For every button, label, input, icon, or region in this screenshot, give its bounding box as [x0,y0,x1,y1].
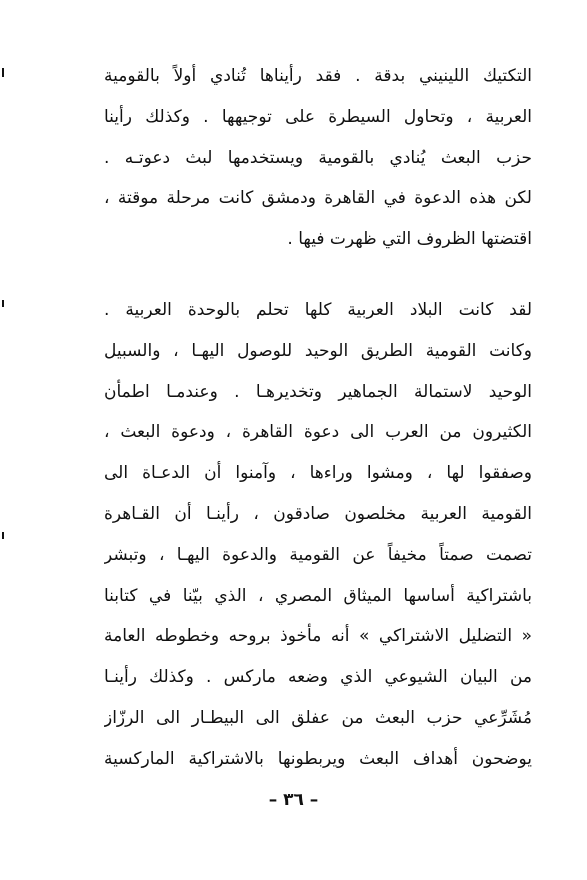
text-line: التكتيك اللينيني بدقة . فقد رأيناها تُنادي أولاً بالقومية [104,66,532,86]
scan-margin-mark [2,532,4,539]
text-line: الوحيد لاستمالة الجماهير وتخديرهـا . وعندمـا اطمأن [104,381,532,402]
text-line: وكانت القومية الطريق الوحيد للوصول اليهـا ، والسبيل [104,340,532,361]
paragraph-2 [104,290,532,780]
text-line: لكن هذه الدعوة في القاهرة ودمشق كانت مرحلة موقتة ، [104,188,532,209]
paragraph-1 [104,56,532,260]
scan-margin-mark [2,68,4,77]
text-line: الكثيرون من العرب الى دعوة القاهرة ، ودعوة البعث ، [104,422,532,443]
text-line: تصمت صمتاً مخيفاً عن القومية والدعوة اليهـا ، وتبشر [104,544,532,565]
text-line: القومية العربية مخلصون صادقون ، رأينـا أن القـاهرة [104,503,532,524]
text-line: حزب البعث يُنادي بالقومية ويستخدمها لبث دعوتـه . [104,147,532,168]
scan-margin-mark [2,300,4,307]
text-line: « التضليل الاشتراكي » أنه مأخوذ بروحه وخطوطه العامة [104,626,532,647]
text-line: وصفقوا لها ، ومشوا وراءها ، وآمنوا أن الدعـاة الى [104,463,532,484]
text-line: يوضحون أهداف البعث ويربطونها بالاشتراكية الماركسية [104,748,532,769]
text-line: لقد كانت البلاد العربية كلها تحلم بالوحدة العربية . [104,300,532,320]
text-line: من البيان الشيوعي الذي وضعه ماركس . وكذلك رأينـا [104,667,532,688]
text-line: العربية ، وتحاول السيطرة على توجيهها . وكذلك رأينا [104,106,532,127]
text-line: مُشَرِّعي حزب البعث من عفلق الى البيطـار الى الرزّاز [104,707,532,728]
text-line: باشتراكية أساسها الميثاق المصري ، الذي بيّنا في كتابنا [104,585,532,606]
text-line: اقتضتها الظروف التي ظهرت فيها . [287,229,532,250]
page-number: – ٣٦ – [268,790,319,810]
